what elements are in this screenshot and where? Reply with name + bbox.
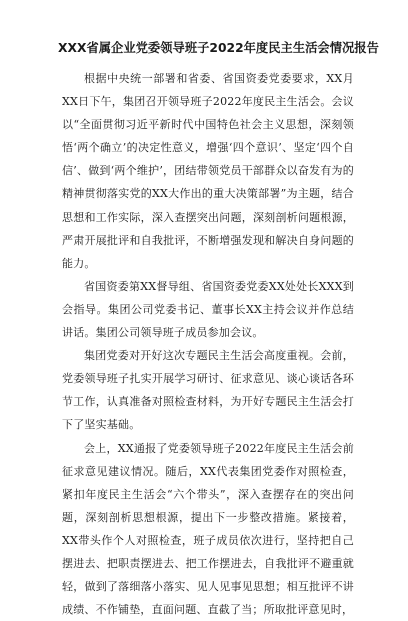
- paragraph-2: 省国资委第XX督导组、省国资委党委XX处处长XXX到会指导。集团公司党委书记、董事长XX主持会议并作总结讲话。集团公司领导班子成员参加会议。: [62, 275, 354, 344]
- document-body: [62, 67, 354, 621]
- document-title: XXX省属企业党委领导班子2022年度民主生活会情况报告: [58, 40, 350, 56]
- paragraph-1: 根据中央统一部署和省委、省国资委党委要求，XX月XX日下午，集团召开领导班子2022年度民主生活会。会议以“全面贯彻习近平新时代中国特色社会主义思想，深刻领悟‘两个确立’的决定性意义，增强‘四个意识’、坚定‘四个自信’、做到‘两个维护’，团结带领党员干部群众以奋发有为的精神贯彻落实党的XX大作出的重大决策部署”为主题，结合思想和工作实际，深入查摆突出问题，深刻剖析问题根源，严肃开展批评和自我批评，不断增强发现和解决自身问题的能力。: [62, 67, 354, 275]
- paragraph-4: 会上，XX通报了党委领导班子2022年度民主生活会前征求意见建议情况。随后，XX代表集团党委作对照检查，紧扣年度民主生活会“六个带头”，深入查摆存在的突出问题，深刻剖析思想根源，提出下一步整改措施。紧接着，XX带头作个人对照检查，班子成员依次进行，坚持把自己摆进去、把职责摆进去、把工作摆进去，自我批评不避重就轻，做到了落细落小落实、见人见事见思想；相互批评不讲成绩、不作铺垫，直面问题、直截了当；所取批评意见时，: [62, 437, 354, 621]
- paragraph-3: 集团党委对开好这次专题民主生活会高度重视。会前，党委领导班子扎实开展学习研讨、征求意见、谈心谈话各环节工作，认真准备对照检查材料，为开好专题民主生活会打下了坚实基础。: [62, 344, 354, 436]
